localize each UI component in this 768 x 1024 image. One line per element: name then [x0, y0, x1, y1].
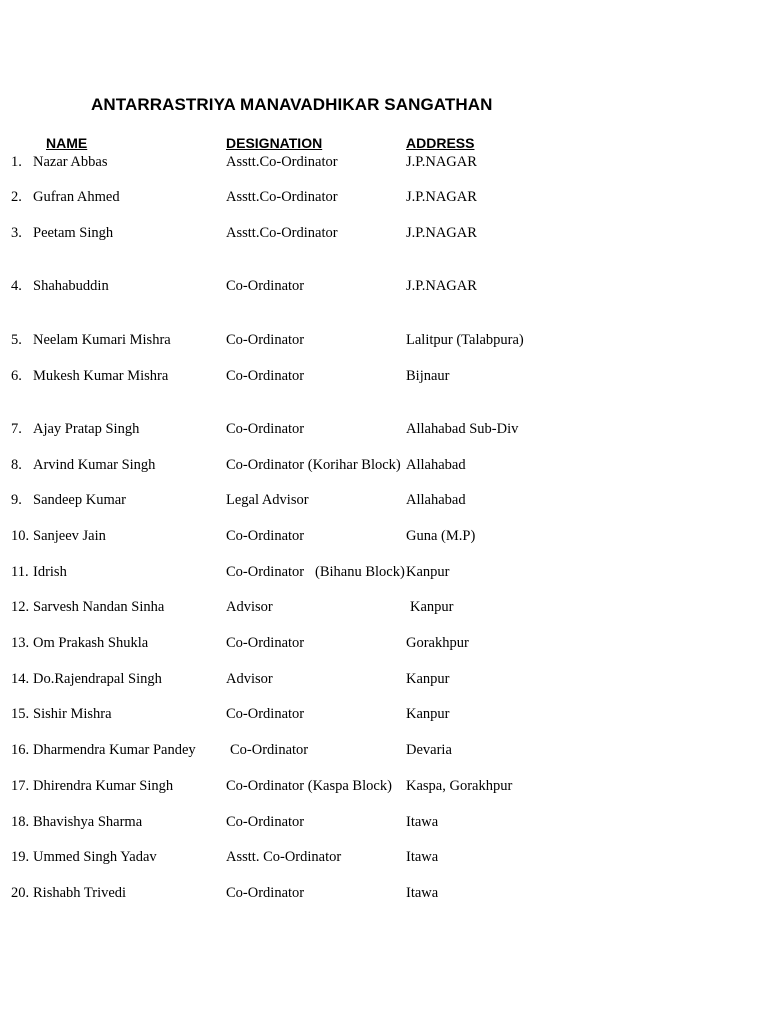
member-address: Kanpur: [406, 564, 450, 580]
member-address: Lalitpur (Talabpura): [406, 332, 524, 348]
row-number: 15.: [11, 706, 30, 722]
list-item: [0, 528, 768, 548]
member-address: Kanpur: [410, 599, 454, 615]
member-address: Kanpur: [406, 671, 450, 687]
list-item: [0, 189, 768, 209]
member-address: Kaspa, Gorakhpur: [406, 778, 513, 794]
row-number: 3.: [11, 225, 22, 241]
member-address: Allahabad: [406, 457, 466, 473]
member-designation: Co-Ordinator: [226, 368, 305, 384]
member-address: Bijnaur: [406, 368, 450, 384]
list-item: [0, 154, 768, 174]
member-designation: Co-Ordinator: [226, 332, 305, 348]
member-name: Shahabuddin: [33, 278, 109, 294]
member-designation: Advisor: [226, 671, 273, 687]
header-designation: DESIGNATION: [226, 135, 323, 151]
list-item: [0, 332, 768, 352]
member-designation: Co-Ordinator: [226, 706, 305, 722]
member-designation: Co-Ordinator: [230, 742, 309, 758]
member-name: Peetam Singh: [33, 225, 114, 241]
member-designation: Co-Ordinator (Kaspa Block): [226, 778, 392, 794]
row-number: 1.: [11, 154, 22, 170]
list-item: [0, 225, 768, 245]
row-number: 11.: [11, 564, 29, 580]
member-designation: Co-Ordinator: [226, 635, 305, 651]
member-designation: Co-Ordinator (Korihar Block): [226, 457, 401, 473]
list-item: [0, 885, 768, 905]
list-item: [0, 849, 768, 869]
list-item: [0, 599, 768, 619]
member-designation: Advisor: [226, 599, 273, 615]
member-name: Nazar Abbas: [33, 154, 108, 170]
member-name: Sandeep Kumar: [33, 492, 127, 508]
header-address: ADDRESS: [406, 135, 475, 151]
member-name: Ajay Pratap Singh: [33, 421, 140, 437]
row-number: 19.: [11, 849, 30, 865]
member-address: Allahabad Sub-Div: [406, 421, 519, 437]
member-designation: Asstt.Co-Ordinator: [226, 225, 338, 241]
row-number: 13.: [11, 635, 30, 651]
list-item: [0, 814, 768, 834]
row-number: 7.: [11, 421, 22, 437]
member-name: Sarvesh Nandan Sinha: [33, 599, 165, 615]
member-designation: Co-Ordinator: [226, 814, 305, 830]
member-address: Allahabad: [406, 492, 466, 508]
member-designation: Co-Ordinator: [226, 421, 305, 437]
member-address: Itawa: [406, 814, 439, 830]
member-name: Neelam Kumari Mishra: [33, 332, 171, 348]
list-item: [0, 706, 768, 726]
member-address: J.P.NAGAR: [406, 278, 477, 294]
row-number: 10.: [11, 528, 30, 544]
member-name: Dharmendra Kumar Pandey: [33, 742, 196, 758]
list-item: [0, 778, 768, 798]
member-name: Sishir Mishra: [33, 706, 112, 722]
row-number: 8.: [11, 457, 22, 473]
row-number: 6.: [11, 368, 22, 384]
member-designation: Co-Ordinator (Bihanu Block): [226, 564, 405, 580]
row-number: 9.: [11, 492, 22, 508]
member-designation: Asstt.Co-Ordinator: [226, 189, 338, 205]
member-address: J.P.NAGAR: [406, 189, 477, 205]
member-name: Ummed Singh Yadav: [33, 849, 157, 865]
list-item: [0, 421, 768, 441]
list-item: [0, 278, 768, 298]
member-name: Bhavishya Sharma: [33, 814, 143, 830]
header-name: NAME: [46, 135, 88, 151]
row-number: 16.: [11, 742, 30, 758]
list-item: [0, 742, 768, 762]
row-number: 14.: [11, 671, 30, 687]
row-number: 4.: [11, 278, 22, 294]
member-designation: Co-Ordinator: [226, 528, 305, 544]
member-designation: Asstt.Co-Ordinator: [226, 154, 338, 170]
member-address: Devaria: [406, 742, 452, 758]
member-name: Idrish: [33, 564, 67, 580]
row-number: 2.: [11, 189, 22, 205]
list-item: [0, 564, 768, 584]
member-address: Guna (M.P): [406, 528, 476, 544]
list-item: [0, 492, 768, 512]
list-item: [0, 368, 768, 388]
member-designation: Co-Ordinator: [226, 885, 305, 901]
member-name: Gufran Ahmed: [33, 189, 120, 205]
member-address: J.P.NAGAR: [406, 154, 477, 170]
row-number: 5.: [11, 332, 22, 348]
member-address: Gorakhpur: [406, 635, 469, 651]
list-item: [0, 671, 768, 691]
document-title: ANTARRASTRIYA MANAVADHIKAR SANGATHAN: [91, 95, 493, 114]
list-item: [0, 457, 768, 477]
row-number: 18.: [11, 814, 30, 830]
member-address: J.P.NAGAR: [406, 225, 477, 241]
member-name: Rishabh Trivedi: [33, 885, 127, 901]
member-name: Arvind Kumar Singh: [33, 457, 156, 473]
member-name: Do.Rajendrapal Singh: [33, 671, 162, 687]
member-address: Itawa: [406, 885, 439, 901]
row-number: 12.: [11, 599, 30, 615]
member-name: Dhirendra Kumar Singh: [33, 778, 174, 794]
member-designation: Co-Ordinator: [226, 278, 305, 294]
row-number: 17.: [11, 778, 30, 794]
row-number: 20.: [11, 885, 30, 901]
member-name: Mukesh Kumar Mishra: [33, 368, 169, 384]
member-designation: Asstt. Co-Ordinator: [226, 849, 342, 865]
member-address: Itawa: [406, 849, 439, 865]
list-item: [0, 635, 768, 655]
member-name: Om Prakash Shukla: [33, 635, 149, 651]
member-designation: Legal Advisor: [226, 492, 309, 508]
member-address: Kanpur: [406, 706, 450, 722]
member-name: Sanjeev Jain: [33, 528, 106, 544]
